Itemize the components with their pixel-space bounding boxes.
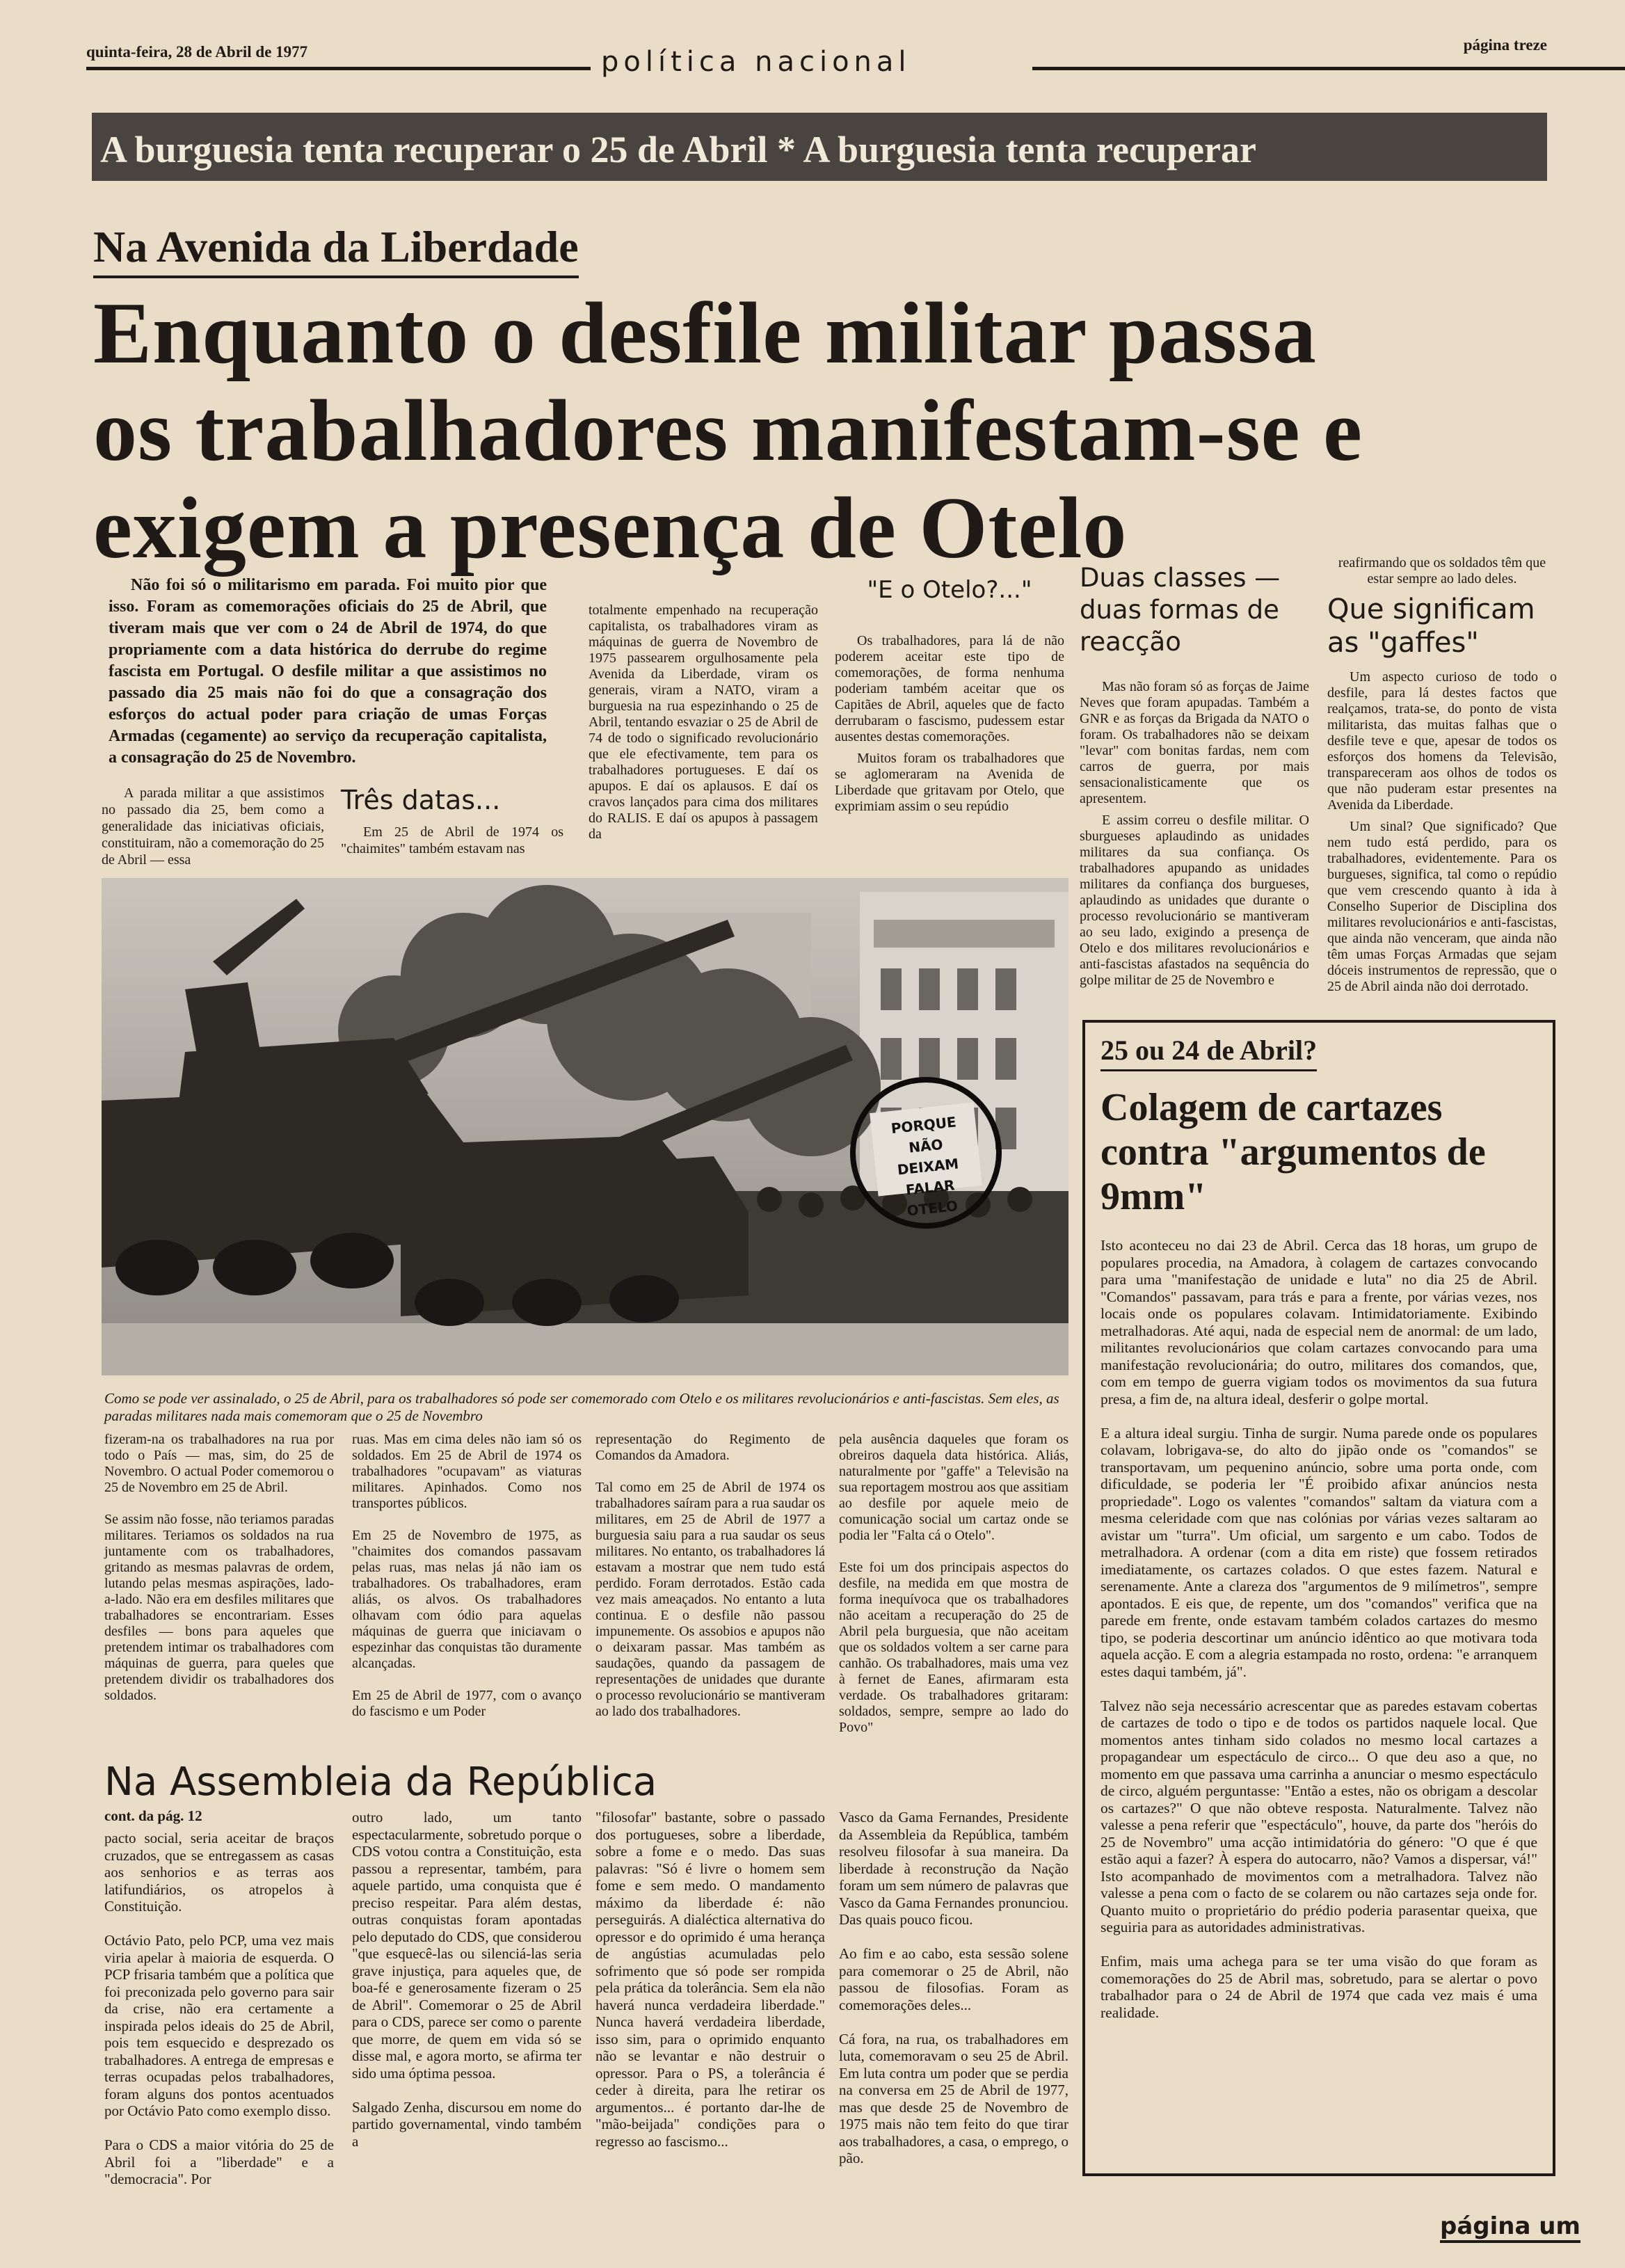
assembleia-col-1 xyxy=(104,1830,334,2188)
lower-col-2-text: ruas. Mas em cima deles não iam só os soldados. Em 25 de Abril de 1974 os trabalhadores "ocupavam" as viaturas militares. Apinhados. Como nos transportes públicos. Em 25 de Novembro de 1975, as "chaimites dos comandos passavam pelas ruas, mas nelas já não iam os trabalhadores. Os trabalhadores, eram aliás, os alvos. Os trabalhadores olhavam com ódio para aquelas máquinas de guerra que iniciavam o espezinhar das conquistas tão duramente alcançadas. Em 25 de Abril de 1977, com o avanço do fascismo e um Poder xyxy=(352,1432,582,1719)
box-kicker: 25 ou 24 de Abril? xyxy=(1100,1034,1317,1071)
assembleia-col-4-text: Vasco da Gama Fernandes, Presidente da Assembleia da República, também resolveu filosofar à sua maneira. Da liberdade à reconstrução da Nação foram um sem número de palavras que Vasco da Gama Fernandes pronunciou. Das quais pouco ficou. Ao fim e ao cabo, esta sessão solene para comemorar o 25 de Abril, não passou de filosofias. Foram as comemorações deles... Cá fora, na rua, os trabalhadores em luta, comemoravam o seu 25 de Abril. Em luta contra um poder que se perdia na conversa em 25 de Abril de 1977, mas que desde 25 de Novembro de 1975 mais não tem feito do que tirar aos trabalhadores, a casa, o emprego, o pão. xyxy=(839,1809,1068,2166)
assembleia-col-2-text: outro lado, um tanto espectacularmente, sobretudo porque o CDS votou contra a Constituição, esta passou a representar, também, para aquele partido, uma conquista que é preciso respeitar. Para além destas, outras conquistas foram apontadas pelo deputado do CDS, que considerou "que esquecê-las ou silenciá-las seria grave injustiça, para aqueles que, de boa-fé e generosamente fizeram o 25 de Abril". Comemorar o 25 de Abril para o CDS, parece ser como o parente que morre, de quem em vida só se disse mal, e agora morto, se afirma ter sido uma óptima pessoa. Salgado Zenha, discursou em nome do partido governamental, vindo também a xyxy=(352,1809,582,2150)
lower-col-1 xyxy=(104,1432,334,1704)
lower-col-4 xyxy=(839,1432,1068,1736)
boxed-article xyxy=(1082,1020,1555,2176)
tres-datas-section xyxy=(341,783,563,863)
otelo-section xyxy=(835,575,1064,820)
kicker: Na Avenida da Liberdade xyxy=(93,221,579,278)
otelo-p1: Os trabalhadores, para lá de não poderem aceitar este tipo de comemorações, de forma nenhuma poderiam também aceitar que os Capitães de Abril, aqueles que de facto derrubaram o fascismo, pudessem estar ausentes destas comemorações. xyxy=(835,633,1064,744)
banner-text: A burguesia tenta recuperar o 25 de Abril * A burguesia tenta recuperar xyxy=(100,129,1256,170)
lower-col-4-text: pela ausência daqueles que foram os obreiros daquela data histórica. Aliás, naturalmente por "gaffe" a Televisão na sua reportagem mostrou aos que assitiam ao desfile por aquele meio de comunicação social um cartaz onde se podia ler "Falta cá o Otelo". Este foi um dos principais aspectos do desfile, na medida em que mostra de forma inequívoca que os trabalhadores não aceitam a recuperação do 25 de Abril pela burguesia, que não aceitam que os soldados voltem a ser carne para canhão. Os trabalhadores, mais uma vez à fernet de Eanes, afirmaram esta verdade. Os trabalhadores gritaram: soldados, sempre, sempre ao lado do Povo" xyxy=(839,1432,1068,1735)
duas-classes-p1: Mas não foram só as forças de Jaime Neves que foram apupadas. Também a GNR e as forças da Brigada da NATO o foram. Os trabalhadores não se deixam "levar" com bonitas fardas, nem com carros de guerra, por mais sensacionalisticamente que os apresentem. xyxy=(1080,679,1309,806)
duas-classes-section xyxy=(1080,562,1309,994)
gaffes-p1: Um aspecto curioso de todo o desfile, para lá destes factos que realçamos, trata-se, do ponto de vista militarista, das muitas falhas que o desfile teve e que, apesar de todos os esforços dos homens da Televisão, transpareceram aos olhos de todos os que não puderam estar presentes na Avenida da Liberdade. xyxy=(1327,669,1557,813)
col1-text xyxy=(102,785,324,874)
gaffes-p2: Um sinal? Que significado? Que nem tudo está perdido, para os trabalhadores, evidentemente. Para os burgueses, significa, tal como o repúdio que vem crescendo quanto à ida à Conselho Superior de Disciplina dos militares revolucionários e anti-fascistas, que ainda não venceram, que ainda não têm umas Forças Armadas que sejam dóceis instrumentos de repressão, que o 25 de Abril ainda não doi derrotado. xyxy=(1327,819,1557,994)
otelo-p2: Muitos foram os trabalhadores que se aglomeraram na Avenida de Liberdade que gritavam por Otelo, que exprimiam assim o seu repúdio xyxy=(835,751,1064,814)
gaffes-top: reafirmando que os soldados têm que estar sempre ao lado deles. xyxy=(1338,555,1546,586)
assembleia-col-2 xyxy=(352,1809,582,2150)
tres-datas-text: Em 25 de Abril de 1974 os "chaimites" também estavam nas xyxy=(341,824,563,856)
masthead xyxy=(86,36,1547,78)
box-headline: Colagem de cartazes contra "argumentos de 9mm" xyxy=(1100,1086,1486,1218)
col1-paragraph: A parada militar a que assistimos no passado dia 25, bem como a generalidade das iniciativas oficiais, constituiram, não a comemoração do 25 de Abril — essa xyxy=(102,785,324,868)
duas-classes-p2: E assim correu o desfile militar. O sburgueses aplaudindo as unidades militares da sua confiança. Os trabalhadores apupando as unidades militares da confiança dos burgueses, aplaudindo as unidades que durante o processo revolucionário se mantiveram ao seu lado, exigindo a presença de Otelo e dos militares revolucionários e anti-fascistas afastados na sequência do golpe militar de 25 de Novembro e xyxy=(1080,813,1309,988)
assembleia-col-1-text: pacto social, seria aceitar de braços cruzados, que se entregassem as casas aos senhorios e as terras aos latifundiários, os atropelos à Constituição. Octávio Pato, pelo PCP, uma vez mais viria apelar à maioria de esquerda. O PCP frisaria também que a política que foi preconizada pelo governo para sair da crise, não era certamente a inspirada pelos ideais do 25 de Abril, pois tem esquecido e desprezado os trabalhadores. A entrega de empresas e terras ocupadas pelos trabalhadores, foram alguns dos pontos acentuados por Octávio Pato como exemplo disso. Para o CDS a maior vitória do 25 de Abril foi a "liberdade" e a "democracia". Por xyxy=(104,1830,334,2187)
assembleia-heading: Na Assembleia da República xyxy=(104,1759,657,1805)
banner xyxy=(92,113,1547,181)
gaffes-heading: Que significam as "gaffes" xyxy=(1327,593,1535,659)
tres-datas-heading: Três datas... xyxy=(341,785,501,815)
col3-top xyxy=(589,602,818,848)
protest-sign-label: PORQUE NÃO DEIXAM FALAR OTELO xyxy=(890,1113,960,1220)
masthead-date: quinta-feira, 28 de Abril de 1977 xyxy=(86,43,308,61)
col3-top-text: totalmente empenhado na recuperação capitalista, os trabalhadores viram as máquinas de guerra de Novembro de 1975 passearem orgulhosamente pela Avenida da Liberdade, viram os generais, viram a NATO, viram a burguesia na rua espezinhando o 25 de Abril, tentando esvaziar o 25 de Abril de 74 de todo o significado revolucionário que ele efectivamente, tem para os trabalhadores portugueses. E daí os apupos. E daí os aplausos. E daí os cravos lançados para cima dos militares do RALIS. E daí os apupos à passagem da xyxy=(589,602,818,842)
duas-classes-heading: Duas classes — duas formas de reacção xyxy=(1080,563,1281,657)
footer-page-ref: página um xyxy=(1440,2212,1580,2243)
lead-paragraph xyxy=(109,575,547,774)
box-text: Isto aconteceu no dai 23 de Abril. Cerca das 18 horas, um grupo de populares procedia, na Amadora, à colagem de cartazes convocando para uma "manifestação de unidade e luta" no dia 25 de Abril. "Comandos" passavam, para trás e para a frente, por várias vezes, nos locais onde os populares colavam. Intimidatoriamente. Exibindo metralhadoras. Até aqui, nada de especial nem de anormal: de um lado, militantes revolucionários que colam cartazes convocando para uma manifestação revolucionária; do outro, militares dos comandos, que, com em tempo de guerra vigiam todos os movimentos da sua futura presa, a fim de, na altura ideal, desferir o golpe mortal. E a altura ideal surgiu. Tinha de surgir. Numa parede onde os populares colavam, lobrigava-se, do alto do jipão onde os "comandos" se transportavam, um pequenino anúncio, sobre uma porta onde, com dificuldade, se poderia ler "É proibido afixar anúncios nesta propriedade". Logo os valentes "comandos" saltam da viatura com a mesma celeridade com que nas colónias por várias vezes saltaram ao avistar um "turra". Um oficial, um sargento e um cabo. Todos de metralhadora. A ordenar (com a dita em riste) que fossem retirados imediatamente, os cartazes colados. O que estes fazem. Natural e serenamente. Ante a clareza dos "argumentos de 9 milímetros", sempre apontados. E eis que, de repente, um dos "comandos" verifica que na parede em frente, onde estavam também colados cartazes do mesmo tipo, se poderia descortinar um anúncio idêntico ao que motivara toda aquela acção. E com a alegria estampada no rosto, ordena: "e arranquem estes daqui também, já". Talvez não seja necessário acrescentar que as paredes estavam cobertas de cartazes de todo o tipo e de todos os partidos naquele local. Que momentos antes tinham sido colados no mesmo local cartazes a propagandear um espectáculo de circo... O que deu aso a que, no momento em que passava uma carrinha a anunciar o mesmo espectáculo de circo, alguém perguntasse: "Então a estes, não os obrigam a descolar os cartazes?" O que não obteve resposta. Naturalmente. Talvez não valesse a pena referir que "espectáculo", houve, da parte dos "heróis do 25 de Novembro" uma acção intimidatória do género: "O que é que estão aqui a fazer? À espera do autocarro, não? Vamos a dispersar, vá!" Isto acompanhado de movimentos com a metralhadora. Talvez não valesse a pena com o facto de se colarem ou não cartazes seja onde for. Quanto muito o proprietário do prédio poderia parasentar queixa, que seguiria para as autoridades administrativas. Enfim, mais uma achega para se ter uma visão do que foram as comemorações do 25 de Abril mas, sobretudo, para se alertar o povo trabalhador para o 24 de Abril de 1974 que cada vez mais é uma realidade. xyxy=(1100,1237,1537,2021)
otelo-heading: "E o Otelo?..." xyxy=(867,576,1032,604)
masthead-rule-left xyxy=(86,67,591,70)
masthead-section: política nacional xyxy=(601,46,911,78)
assembleia-col-3 xyxy=(595,1809,825,2150)
lead-text: Não foi só o militarismo em parada. Foi muito pior que isso. Foram as comemorações oficiais do 25 de Abril, que tiveram mais que ver com o 24 de Abril de 1974, do que propriamente com a data histórica do derrube do regime fascista em Portugal. O desfile militar a que assistimos no passado dia 25 mais não foi do que a consagração dos esforços do actual poder para criação de umas Forças Armadas (cegamente) ao serviço da recuperação capitalista, a consagração do 25 de Novembro. xyxy=(109,576,547,767)
headline: Enquanto o desfile militar passa os trabalhadores manifestam-se e exigem a presença de Otelo xyxy=(93,285,1363,577)
lower-col-1-text: fizeram-na os trabalhadores na rua por todo o País — mas, sim, do 25 de Novembro. O actual Poder comemorou o 25 de Novembro em 25 de Abril. Se assim não fosse, não teriamos paradas militares. Teriamos os soldados na rua juntamente com os trabalhadores, gritando as mesmas palavras de ordem, lutando pelas mesmas aspirações, lado-a-lado. Não era em desfiles militares que trabalhadores se encontrariam. Esses desfiles — bons para aqueles que pretendem intimar os trabalhadores com máquinas de guerra, para queles que pretendem dividir os trabalhadores dos soldados. xyxy=(104,1432,334,1703)
assembleia-cont: cont. da pág. 12 xyxy=(104,1807,202,1824)
tank-photo xyxy=(102,878,1068,1375)
masthead-page: página treze xyxy=(1463,36,1547,54)
lower-col-3 xyxy=(595,1432,825,1720)
lower-col-2 xyxy=(352,1432,582,1720)
assembleia-col-3-text: "filosofar" bastante, sobre o passado dos portugueses, sobre a liberdade, sobre a fome e o medo. Das suas palavras: "Só é livre o homem sem fome e sem medo. O mandamento máximo da liberdade é: não perseguirás. A dialéctica alternativa do opressor e do oprimido é uma herança de angústias acumuladas pelo sofrimento que só pode ser rompida pela prática da tolerância. Sem ela não haverá nunca verdadeira liberdade." Nunca haverá verdadeira liberdade, isso sim, para o oprimido enquanto não se levantar e não destruir o opressor. Para o PS, a tolerância é ceder à direita, para lhe retirar os argumentos... é portanto dar-lhe de "mão-beijada" condições para o regresso ao fascismo... xyxy=(595,1809,825,2150)
lower-col-3-text: representação do Regimento de Comandos da Amadora. Tal como em 25 de Abril de 1974 os trabalhadores saíram para a rua saudar os militares, em 25 de Abril de 1977 a burguesia saiu para a rua saudar os seus militares. No entanto, os trabalhadores lá estavam a mostrar que nem tudo está perdido. Foram derrotados. Estão cada vez mais ameaçados. No entanto a luta continua. E o desfile não passou impunemente. Os assobios e apupos não o deixaram passar. Mas também as saudações, quando da passagem de representações de unidades que durante o processo revolucionário se mantiveram ao lado dos trabalhadores. xyxy=(595,1432,825,1719)
assembleia-col-4 xyxy=(839,1809,1068,2167)
masthead-rule-right xyxy=(1032,67,1625,70)
gaffes-section xyxy=(1327,555,1557,1000)
photo-caption: Como se pode ver assinalado, o 25 de Abril, para os trabalhadores só pode ser comemorado com Otelo e os militares revolucionários e anti-fascistas. Sem eles, as paradas militares nada mais comemoram que o 25 de Novembro xyxy=(104,1390,1059,1424)
